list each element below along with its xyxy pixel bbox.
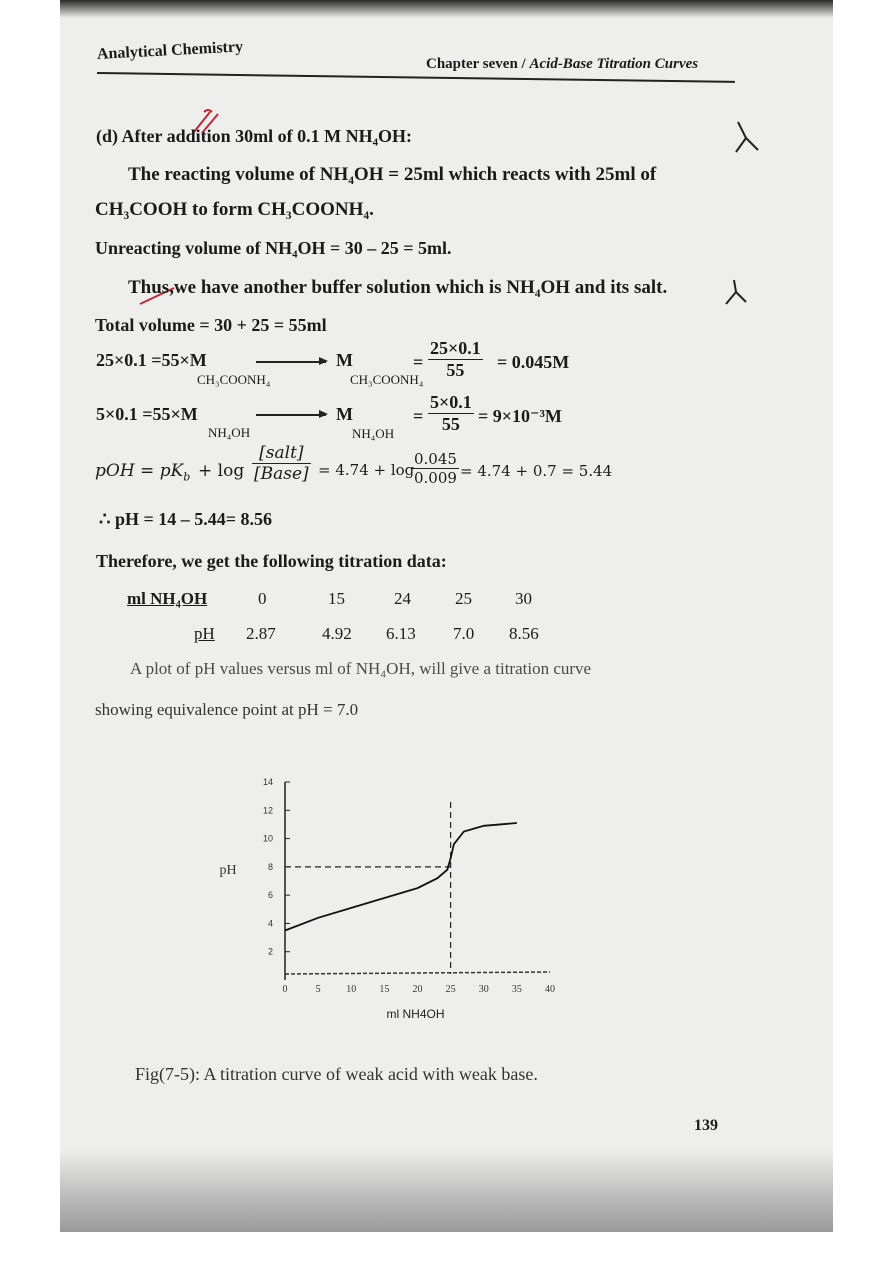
calc2-lhs-subscript: NH₄OH: [208, 425, 251, 440]
table-cell: 8.56: [509, 624, 539, 643]
table-cell: 2.87: [246, 624, 276, 643]
calc2-numerator: 5×0.1: [430, 392, 472, 412]
y-tick-label: 12: [262, 805, 273, 816]
poh-numerator-1: [salt]: [252, 443, 311, 464]
poh-fraction-2: [412, 450, 459, 487]
poh-lhs: [95, 461, 190, 483]
x-axis-label: ml NH4OH: [386, 1007, 445, 1021]
table-cell: 30: [515, 589, 532, 608]
calc2-result: = 9×10⁻³M: [478, 406, 562, 426]
header-chapter-prefix: Chapter seven /: [426, 56, 530, 72]
calc2-m: M: [336, 404, 353, 424]
titration-curve-line: [285, 823, 517, 931]
x-tick-label: 15: [379, 984, 390, 995]
handwritten-margin-mark: [730, 118, 766, 158]
x-tick-label: 20: [412, 984, 423, 995]
table-cell: 24: [394, 589, 411, 608]
calc2-m-subscript: NH₄OH: [352, 426, 395, 441]
x-tick-label: 25: [445, 984, 456, 995]
plot-note-line-1: A plot of pH values versus ml of NH₄OH, will give a titration curve: [130, 659, 592, 678]
total-volume: Total volume = 30 + 25 = 55ml: [95, 315, 327, 335]
poh-denominator-2: 0.009: [414, 469, 457, 487]
calc1-m: M: [336, 350, 353, 370]
titration-chart: [200, 770, 580, 1030]
header-chapter-title: Acid-Base Titration Curves: [529, 56, 699, 72]
y-tick-label: 14: [262, 777, 273, 787]
x-tick-label: 0: [282, 984, 288, 995]
page-number: 139: [694, 1117, 718, 1134]
calc1-fraction: [428, 338, 483, 381]
y-tick-label: 6: [267, 890, 273, 901]
x-tick-label: 35: [511, 984, 522, 995]
x-tick-label: 30: [478, 984, 489, 995]
paragraph-line-1: The reacting volume of NH₄OH = 25ml which reacts with 25ml of: [128, 164, 657, 185]
poh-lhs-text: pOH = pK: [95, 461, 184, 481]
handwritten-margin-mark-2: [722, 278, 752, 310]
section-heading: (d) After addition 30ml of 0.1 M NH₄OH:: [96, 126, 413, 146]
calc1-result: = 0.045M: [497, 352, 570, 372]
calc1-numerator: 25×0.1: [430, 338, 481, 358]
y-tick-label: 2: [267, 946, 273, 957]
header-chapter: [426, 56, 698, 73]
calc1-equals: =: [413, 352, 424, 372]
x-axis: [285, 972, 550, 974]
ph-result: ∴ pH = 14 – 5.44= 8.56: [99, 509, 272, 529]
plot-note-line-2: showing equivalence point at pH = 7.0: [95, 700, 359, 719]
figure-caption: Fig(7-5): A titration curve of weak acid with weak base.: [135, 1064, 538, 1084]
unreacting-volume: Unreacting volume of NH₄OH = 30 – 25 = 5ml.: [95, 238, 452, 258]
table-cell: 15: [328, 589, 345, 608]
calc1-m-subscript: CH₃COONH₄: [350, 372, 424, 387]
poh-denominator-1: [Base]: [254, 464, 309, 484]
poh-log: + log: [198, 461, 245, 481]
calc2-arrow: [256, 414, 326, 416]
calc1-arrow: [256, 361, 326, 363]
poh-middle: = 4.74 + log: [318, 461, 415, 479]
x-tick-label: 10: [346, 984, 357, 995]
table-row1-label: ml NH₄OH: [127, 589, 208, 608]
calc2-denominator: 55: [441, 414, 460, 434]
x-tick-label: 40: [545, 984, 555, 995]
paragraph-line-2: CH₃COOH to form CH₃COONH₄.: [95, 199, 374, 220]
table-cell: 7.0: [453, 624, 475, 643]
calc1-lhs-subscript: CH₃COONH₄: [197, 372, 271, 387]
poh-lhs-subscript: b: [183, 470, 191, 484]
calc2-fraction: [428, 392, 474, 435]
y-axis-label: pH: [219, 862, 237, 878]
header-book-title: Analytical Chemistry: [96, 38, 244, 63]
buffer-statement: Thus,we have another buffer solution which is NH₄OH and its salt.: [128, 277, 668, 298]
y-tick-label: 8: [267, 861, 273, 872]
calc1-lhs: 25×0.1 =55×M: [96, 350, 207, 370]
calc2-equals: =: [413, 406, 424, 426]
calc1-denominator: 55: [446, 360, 465, 380]
scan-edge-bottom: [60, 1150, 833, 1232]
table-cell: 25: [455, 589, 472, 608]
scan-edge-top: [60, 0, 833, 18]
y-tick-label: 4: [267, 918, 273, 929]
poh-fraction-1: [252, 443, 311, 484]
poh-numerator-2: 0.045: [414, 450, 457, 468]
table-row2-label: pH: [194, 624, 215, 643]
table-intro: Therefore, we get the following titration data:: [96, 551, 447, 571]
table-cell: 4.92: [322, 624, 352, 643]
poh-result: = 4.74 + 0.7 = 5.44: [460, 462, 613, 480]
table-cell: 6.13: [386, 624, 416, 643]
table-cell: 0: [258, 589, 267, 608]
calc2-lhs: 5×0.1 =55×M: [96, 404, 198, 424]
x-tick-label: 5: [315, 984, 321, 995]
y-tick-label: 10: [262, 833, 273, 844]
